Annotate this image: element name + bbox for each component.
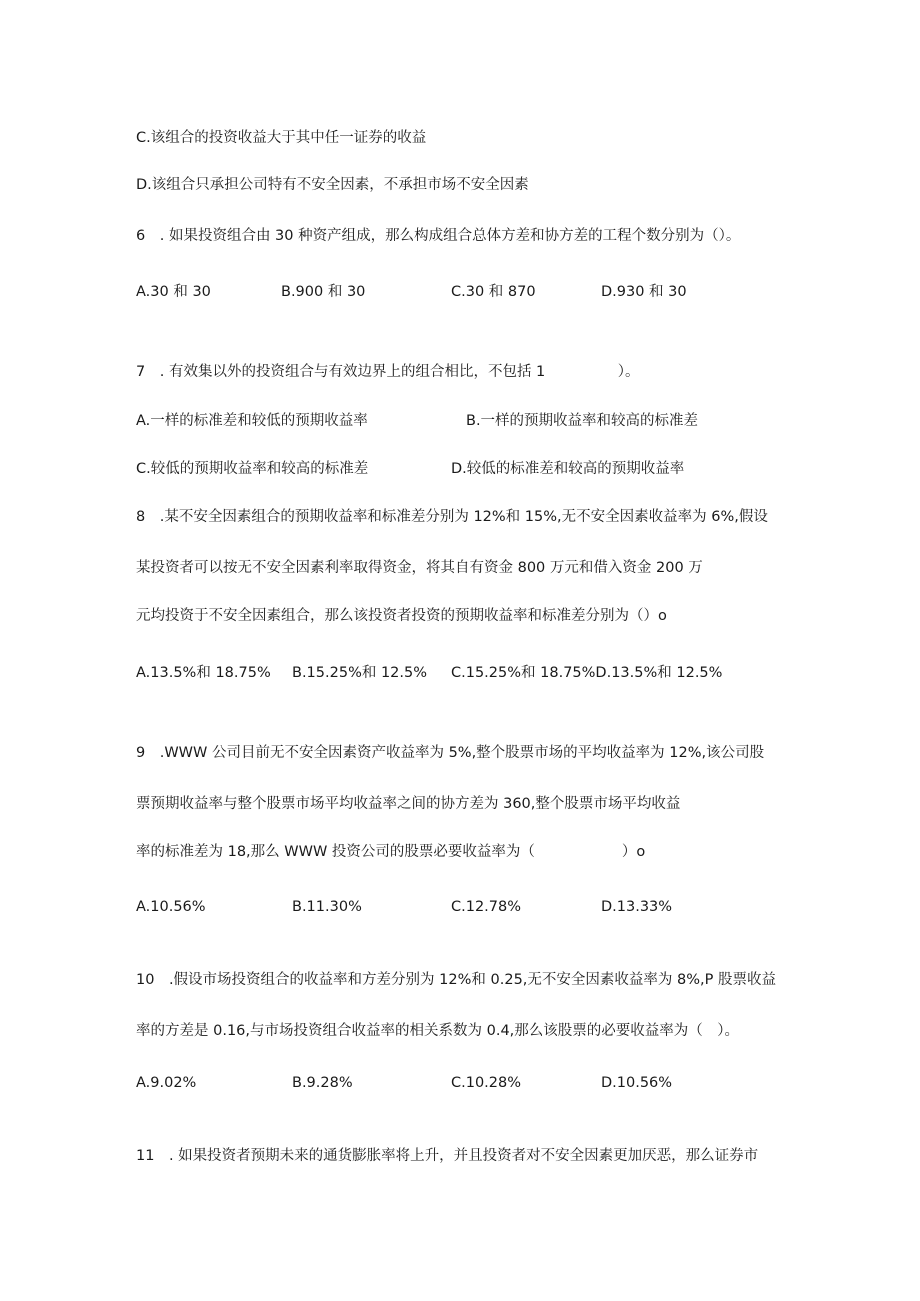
q10-stem-line-1: 10 .假设市场投资组合的收益率和方差分别为 12%和 0.25,无不安全因素收益率为 8%,P 股票收益	[136, 972, 776, 988]
q9-option-d: D.13.33%	[601, 899, 673, 915]
q9-option-a: A.10.56%	[136, 899, 206, 915]
q10-option-c: C.10.28%	[451, 1075, 522, 1091]
q7-option-c: C.较低的预期收益率和较高的标准差	[136, 461, 369, 477]
q9-stem-line-2: 票预期收益率与整个股票市场平均收益率之间的协方差为 360,整个股票市场平均收益	[136, 796, 681, 812]
q7-stem: 7 . 有效集以外的投资组合与有效边界上的组合相比，不包括 1 ）。	[136, 364, 640, 380]
q11-stem: 11 . 如果投资者预期未来的通货膨胀率将上升，并且投资者对不安全因素更加厌恶，那么证券市	[136, 1148, 759, 1164]
q8-option-b: B.15.25%和 12.5%	[292, 665, 428, 681]
q10-option-d: D.10.56%	[601, 1075, 673, 1091]
q5-option-c: C.该组合的投资收益大于其中任一证券的收益	[136, 130, 427, 146]
q8-stem-line-3: 元均投资于不安全因素组合，那么该投资者投资的预期收益率和标准差分别为（）o	[136, 608, 667, 624]
q8-stem-line-1: 8 .某不安全因素组合的预期收益率和标准差分别为 12%和 15%,无不安全因素收益率为 6%,假设	[136, 509, 768, 525]
q10-stem-line-2: 率的方差是 0.16,与市场投资组合收益率的相关系数为 0.4,那么该股票的必要收益率为（ ）。	[136, 1023, 740, 1039]
q6-option-b: B.900 和 30	[281, 284, 366, 300]
q9-option-c: C.12.78%	[451, 899, 522, 915]
q9-option-b: B.11.30%	[292, 899, 362, 915]
q7-option-a: A.一样的标准差和较低的预期收益率	[136, 413, 368, 429]
q10-option-b: B.9.28%	[292, 1075, 353, 1091]
q10-option-a: A.9.02%	[136, 1075, 197, 1091]
q9-stem-line-3: 率的标准差为 18,那么 WWW 投资公司的股票必要收益率为（ ）o	[136, 844, 646, 860]
q6-stem: 6 . 如果投资组合由 30 种资产组成，那么构成组合总体方差和协方差的工程个数分别为（）。	[136, 228, 741, 244]
q8-option-a: A.13.5%和 18.75%	[136, 665, 271, 681]
q5-option-d: D.该组合只承担公司特有不安全因素，不承担市场不安全因素	[136, 177, 529, 193]
q9-stem-line-1: 9 .WWW 公司目前无不安全因素资产收益率为 5%,整个股票市场的平均收益率为 12%,该公司股	[136, 745, 765, 761]
q6-option-d: D.930 和 30	[601, 284, 687, 300]
q7-option-b: B.一样的预期收益率和较高的标准差	[466, 413, 699, 429]
q8-option-cd: C.15.25%和 18.75%D.13.5%和 12.5%	[451, 665, 723, 681]
q6-option-a: A.30 和 30	[136, 284, 211, 300]
q6-option-c: C.30 和 870	[451, 284, 536, 300]
q8-stem-line-2: 某投资者可以按无不安全因素利率取得资金，将其自有资金 800 万元和借入资金 200 万	[136, 560, 703, 576]
q7-option-d: D.较低的标准差和较高的预期收益率	[451, 461, 685, 477]
